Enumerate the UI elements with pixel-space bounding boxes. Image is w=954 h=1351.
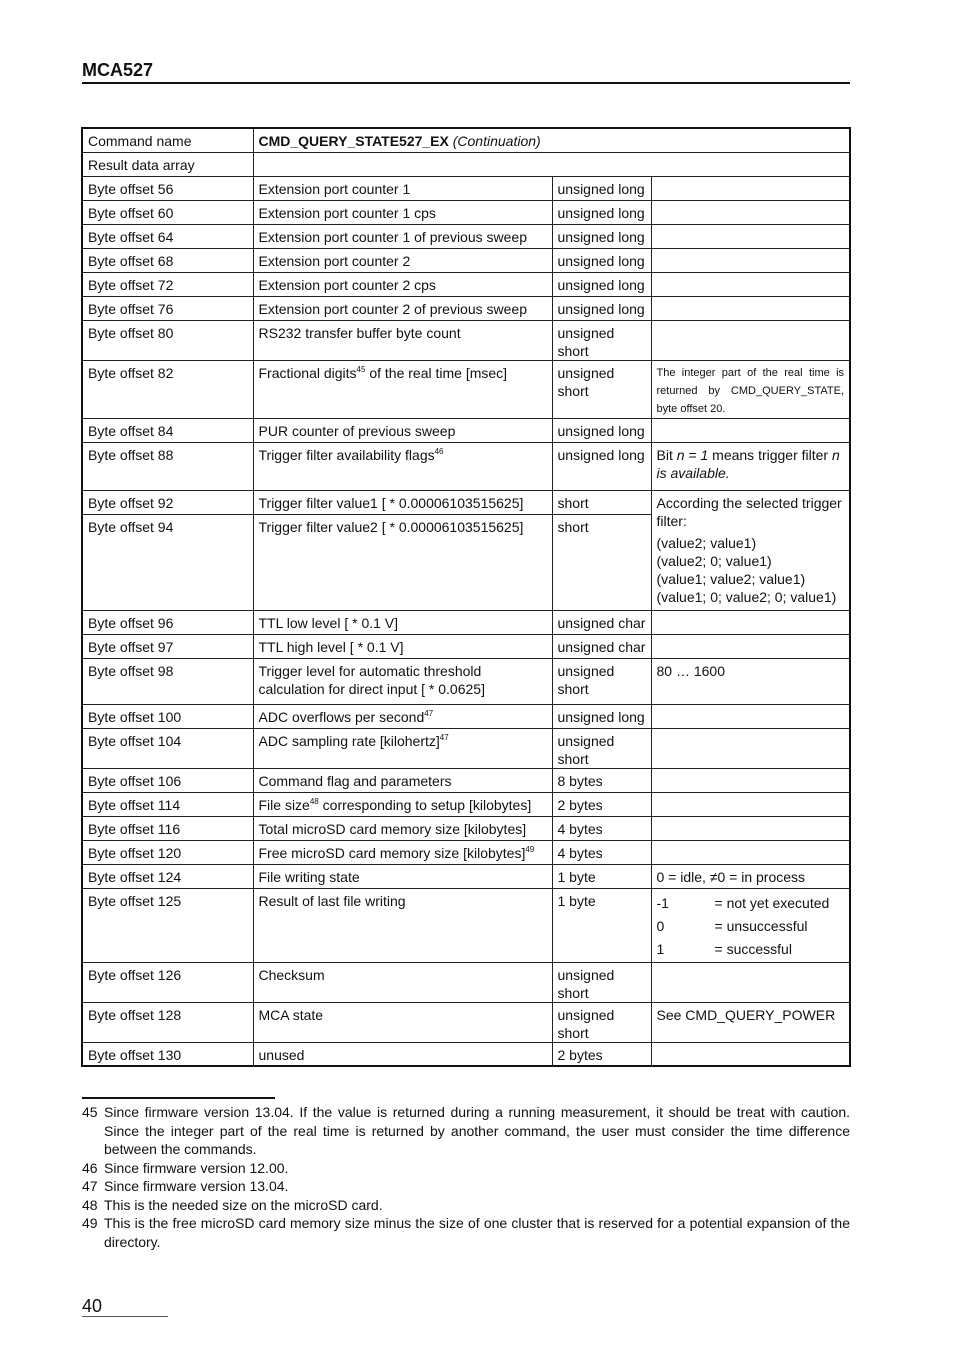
description-cell [253, 792, 552, 816]
description-cell: File writing state [253, 864, 552, 888]
note-cell [651, 768, 850, 792]
description-text: File size [258, 796, 310, 813]
note-cell [651, 296, 850, 320]
table-row [82, 792, 850, 816]
byte-offset-cell: Byte offset 60 [82, 200, 253, 224]
note-cell [651, 200, 850, 224]
description-text: ADC sampling rate [kilohertz] [258, 732, 440, 749]
footnote-text: Since firmware version 13.04. [104, 1178, 289, 1194]
description-cell: Trigger filter value1 [ * 0.00006103515625] [253, 490, 552, 514]
note-cell: The integer part of the real time is returned by CMD_QUERY_STATE, byte offset 20. [651, 360, 850, 418]
table-row [82, 728, 850, 768]
command-name-row [82, 128, 850, 152]
byte-offset-cell: Byte offset 80 [82, 320, 253, 360]
data-type-cell: unsigned long [552, 442, 651, 490]
note-cell [651, 320, 850, 360]
table-row [82, 442, 850, 490]
table-row [82, 1042, 850, 1066]
byte-offset-cell: Byte offset 116 [82, 816, 253, 840]
byte-offset-cell: Byte offset 76 [82, 296, 253, 320]
command-note: (Continuation) [452, 133, 541, 149]
trigger-note-list [657, 534, 845, 606]
table-row [82, 176, 850, 200]
table-row [82, 224, 850, 248]
command-table [81, 127, 851, 1067]
footnote [82, 1196, 850, 1215]
note-cell: 80 … 1600 [651, 658, 850, 704]
result-option [657, 892, 845, 915]
description-text: Free microSD card memory size [kilobytes] [258, 844, 526, 861]
data-type-cell: 1 byte [552, 888, 651, 962]
table-row [82, 658, 850, 704]
result-options-cell [651, 888, 850, 962]
page-number-rule [82, 1316, 168, 1317]
note-cell [651, 704, 850, 728]
note-cell [651, 248, 850, 272]
byte-offset-cell: Byte offset 72 [82, 272, 253, 296]
table-row [82, 888, 850, 962]
note-text-italic: n = 1 [676, 446, 709, 463]
footnote-text: Since firmware version 12.00. [104, 1159, 289, 1176]
data-type-cell: unsigned long [552, 200, 651, 224]
trigger-note-line: (value2; 0; value1) [656, 552, 772, 569]
data-type-cell: unsigned long [552, 176, 651, 200]
description-cell [253, 442, 552, 490]
footnote-number: 46 [82, 1159, 98, 1176]
description-cell: Result of last file writing [253, 888, 552, 962]
note-cell [651, 728, 850, 768]
trigger-note-intro: According the selected trigger filter: [656, 494, 842, 529]
data-type-cell: unsigned short [552, 1002, 651, 1042]
description-cell: Extension port counter 2 of previous sweep [253, 296, 552, 320]
description-text: ADC overflows per second [258, 708, 425, 725]
description-cell: Checksum [253, 962, 552, 1002]
trigger-filter-note-cell [651, 490, 850, 610]
data-type-cell: unsigned char [552, 634, 651, 658]
data-type-cell: unsigned short [552, 658, 651, 704]
byte-offset-cell: Byte offset 82 [82, 360, 253, 418]
data-type-cell: short [552, 514, 651, 610]
page-header [82, 58, 850, 84]
note-cell [651, 176, 850, 200]
byte-offset-cell: Byte offset 104 [82, 728, 253, 768]
byte-offset-cell: Byte offset 125 [82, 888, 253, 962]
byte-offset-cell: Byte offset 94 [82, 514, 253, 610]
description-cell: Extension port counter 2 cps [253, 272, 552, 296]
description-cell: TTL low level [ * 0.1 V] [253, 610, 552, 634]
data-type-cell: short [552, 490, 651, 514]
byte-offset-cell: Byte offset 128 [82, 1002, 253, 1042]
note-cell [651, 1042, 850, 1066]
description-cell: Trigger filter value2 [ * 0.00006103515625] [253, 514, 552, 610]
document-title: MCA527 [82, 60, 154, 80]
option-meaning: = unsuccessful [714, 917, 808, 934]
note-cell [651, 962, 850, 1002]
description-cell: Total microSD card memory size [kilobytes] [253, 816, 552, 840]
data-type-cell: 8 bytes [552, 768, 651, 792]
option-meaning: = successful [714, 940, 792, 957]
description-cell [253, 704, 552, 728]
data-type-cell: unsigned short [552, 360, 651, 418]
byte-offset-cell: Byte offset 98 [82, 658, 253, 704]
description-text: Fractional digits [258, 364, 357, 381]
footnote-ref: 45 [356, 364, 366, 374]
footnote-number: 48 [82, 1196, 98, 1213]
table-row [82, 704, 850, 728]
byte-offset-cell: Byte offset 92 [82, 490, 253, 514]
note-cell [651, 272, 850, 296]
byte-offset-cell: Byte offset 68 [82, 248, 253, 272]
trigger-note-line: (value1; 0; value2; 0; value1) [656, 588, 837, 605]
footnotes [82, 1103, 850, 1251]
note-text-italic: n is available. [656, 446, 840, 481]
note-text: means trigger filter [708, 446, 832, 463]
description-cell: Extension port counter 1 cps [253, 200, 552, 224]
table-row [82, 962, 850, 1002]
footnote-number: 47 [82, 1178, 98, 1194]
table-row [82, 1002, 850, 1042]
byte-offset-cell: Byte offset 114 [82, 792, 253, 816]
footnote-number: 49 [82, 1215, 98, 1231]
footnote-text: Since firmware version 13.04. If the value is returned during a running measurement, it should be treat with caution. Since the integer part of the real time is returned by another command, the user must consider the time difference between the commands. [104, 1104, 850, 1157]
footnote-number: 45 [82, 1104, 98, 1120]
note-cell: 0 = idle, ≠0 = in process [651, 864, 850, 888]
result-option [657, 915, 845, 938]
footnote-ref: 48 [309, 796, 319, 806]
description-cell: MCA state [253, 1002, 552, 1042]
footnote [82, 1159, 850, 1178]
footnote-rule [82, 1097, 275, 1099]
byte-offset-cell: Byte offset 84 [82, 418, 253, 442]
note-cell [651, 634, 850, 658]
footnote-text: This is the free microSD card memory size minus the size of one cluster that is reserved for a potential expansion of the directory. [104, 1215, 850, 1250]
data-type-cell: 2 bytes [552, 1042, 651, 1066]
description-cell: Trigger level for automatic threshold calculation for direct input [ * 0.0625] [253, 658, 552, 704]
note-cell: See CMD_QUERY_POWER [651, 1002, 850, 1042]
description-text: Trigger filter availability flags [258, 446, 435, 463]
table-row [82, 248, 850, 272]
footnote [82, 1214, 850, 1251]
data-type-cell: unsigned long [552, 224, 651, 248]
table-row [82, 864, 850, 888]
result-option [657, 938, 845, 961]
footnote-ref: 47 [424, 708, 434, 718]
footnote-ref: 47 [439, 732, 449, 742]
table-row [82, 200, 850, 224]
note-cell [651, 840, 850, 864]
byte-offset-cell: Byte offset 100 [82, 704, 253, 728]
byte-offset-cell: Byte offset 88 [82, 442, 253, 490]
description-cell [253, 728, 552, 768]
description-cell: unused [253, 1042, 552, 1066]
footnote [82, 1177, 850, 1196]
table-row [82, 418, 850, 442]
data-type-cell: unsigned short [552, 320, 651, 360]
page-number: 40 [82, 1296, 103, 1316]
byte-offset-cell: Byte offset 124 [82, 864, 253, 888]
byte-offset-cell: Byte offset 64 [82, 224, 253, 248]
table-row [82, 296, 850, 320]
result-label: Result data array [82, 152, 253, 176]
table-row [82, 490, 850, 514]
description-text-cont: of the real time [msec] [365, 364, 508, 381]
description-cell: Extension port counter 2 [253, 248, 552, 272]
data-type-cell: 4 bytes [552, 840, 651, 864]
footnote-ref: 49 [525, 844, 535, 854]
description-cell [253, 360, 552, 418]
data-type-cell: unsigned long [552, 704, 651, 728]
byte-offset-cell: Byte offset 130 [82, 1042, 253, 1066]
data-type-cell: unsigned short [552, 962, 651, 1002]
table-row [82, 634, 850, 658]
data-type-cell: 1 byte [552, 864, 651, 888]
data-type-cell: 2 bytes [552, 792, 651, 816]
table-row [82, 816, 850, 840]
note-cell [651, 224, 850, 248]
description-cell: PUR counter of previous sweep [253, 418, 552, 442]
command-label: Command name [82, 128, 253, 152]
description-cell: TTL high level [ * 0.1 V] [253, 634, 552, 658]
note-cell [651, 816, 850, 840]
footnote [82, 1103, 850, 1159]
option-meaning: = not yet executed [714, 894, 830, 911]
byte-offset-cell: Byte offset 56 [82, 176, 253, 200]
description-cell: RS232 transfer buffer byte count [253, 320, 552, 360]
data-type-cell: unsigned long [552, 272, 651, 296]
description-cell [253, 840, 552, 864]
table-row [82, 320, 850, 360]
command-name-cell [253, 128, 850, 152]
trigger-note-line: (value2; value1) [656, 534, 757, 551]
byte-offset-cell: Byte offset 106 [82, 768, 253, 792]
command-name: CMD_QUERY_STATE527_EX [258, 133, 449, 149]
table-row [82, 272, 850, 296]
data-type-cell: unsigned long [552, 248, 651, 272]
result-label-row [82, 152, 850, 176]
trigger-note-line: (value1; value2; value1) [656, 570, 806, 587]
data-type-cell: unsigned short [552, 728, 651, 768]
table-row [82, 840, 850, 864]
footnote-text: This is the needed size on the microSD card. [104, 1196, 383, 1213]
note-cell [651, 442, 850, 490]
description-cell: Command flag and parameters [253, 768, 552, 792]
data-type-cell: unsigned long [552, 418, 651, 442]
description-cell: Extension port counter 1 of previous sweep [253, 224, 552, 248]
byte-offset-cell: Byte offset 96 [82, 610, 253, 634]
data-type-cell: unsigned char [552, 610, 651, 634]
footnote-ref: 46 [434, 446, 444, 456]
byte-offset-cell: Byte offset 126 [82, 962, 253, 1002]
option-code: 0 [656, 917, 665, 934]
byte-offset-cell: Byte offset 120 [82, 840, 253, 864]
byte-offset-cell: Byte offset 97 [82, 634, 253, 658]
note-cell [651, 792, 850, 816]
option-code: -1 [656, 894, 669, 911]
description-cell: Extension port counter 1 [253, 176, 552, 200]
data-type-cell: unsigned long [552, 296, 651, 320]
table-row [82, 610, 850, 634]
description-text-cont: corresponding to setup [kilobytes] [318, 796, 532, 813]
note-cell [651, 418, 850, 442]
note-text: Bit [656, 446, 677, 463]
option-code: 1 [656, 940, 665, 957]
table-row [82, 360, 850, 418]
note-cell [651, 610, 850, 634]
table-row [82, 768, 850, 792]
data-type-cell: 4 bytes [552, 816, 651, 840]
